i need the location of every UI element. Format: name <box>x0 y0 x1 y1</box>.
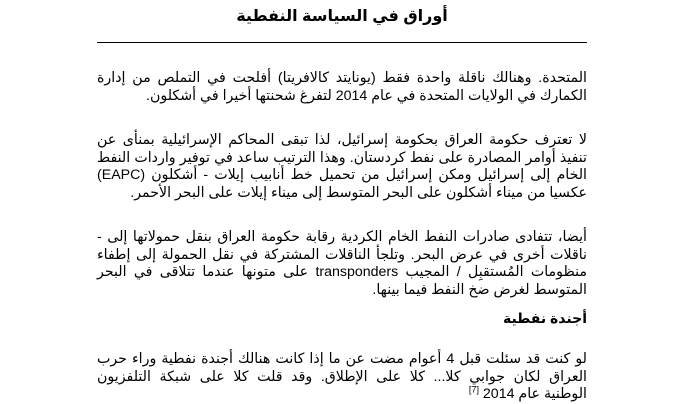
paragraph-line: أيضا، تتفادى صادرات النفط الخام الكردية رقابة حكومة العراق بنقل حمولاتها إلى - <box>97 229 587 245</box>
footnote-reference[interactable]: [7] <box>468 384 479 395</box>
paragraph-kurdish-exports <box>97 229 587 299</box>
paragraph-israel-recognition <box>97 132 587 202</box>
paragraph-oil-agenda <box>97 351 587 404</box>
paragraph-line: العراق لكان جوابي كلا... كلا على الإطلاق. وقد قلت كلا على شبكة التلفزيون <box>97 368 587 385</box>
paragraph-line: الوطنية عام 2014 <box>482 386 587 402</box>
paragraph-line: منظومات المُستقبِل / المجيب transponders على متونها عندما تتلاقى في البحر <box>97 264 588 280</box>
paragraph-line: ناقلات أخرى في عرض البحر. وتلجأ الناقلات المشتركة في نقل الحمولة إلى إطفاء <box>97 246 587 263</box>
paragraph-line: الخام إلى إسرائيل ومكن إسرائيل من تحميل خط أنابيب إيلات - أشكلون (EAPC) <box>97 167 587 183</box>
paragraph-line: لا تعترف حكومة العراق بحكومة إسرائيل، لذا تبقى المحاكم الإسرائيلية بمنأى عن <box>97 132 587 148</box>
paragraph-line: المتحدة. وهنالك ناقلة واحدة فقط (يونايتد كالافريتا) أفلحت في التملص من إدارة <box>97 70 587 86</box>
paragraph-line: لو كنت قد سئلت قبل 4 أعوام مضت عن ما إذا كانت هنالك أجندة نفطية وراء حرب <box>97 351 587 367</box>
paragraph-line: عكسيا من ميناء أشكلون على البحر المتوسط إلى ميناء إيلات على البحر الأحمر. <box>130 184 587 201</box>
section-heading: أجندة نفطية <box>502 310 587 326</box>
paragraph-line: الكمارك في الولايات المتحدة في عام 2014 لتفرغ شحنتها أخيرا في أشكلون. <box>146 87 587 104</box>
document-title: أوراق في السياسة النفطية <box>236 8 448 25</box>
paragraph-customs <box>97 70 587 105</box>
paragraph-line: المتوسط لغرض ضخ النفط فيما بينها. <box>372 281 587 298</box>
paragraph-line: تنفيذ أوامر المصادرة على نفط كردستان. وهذا الترتيب ساعد في توفير واردات النفط <box>97 149 587 166</box>
paragraph-line-with-footnote <box>97 386 587 404</box>
title-divider <box>97 42 587 43</box>
